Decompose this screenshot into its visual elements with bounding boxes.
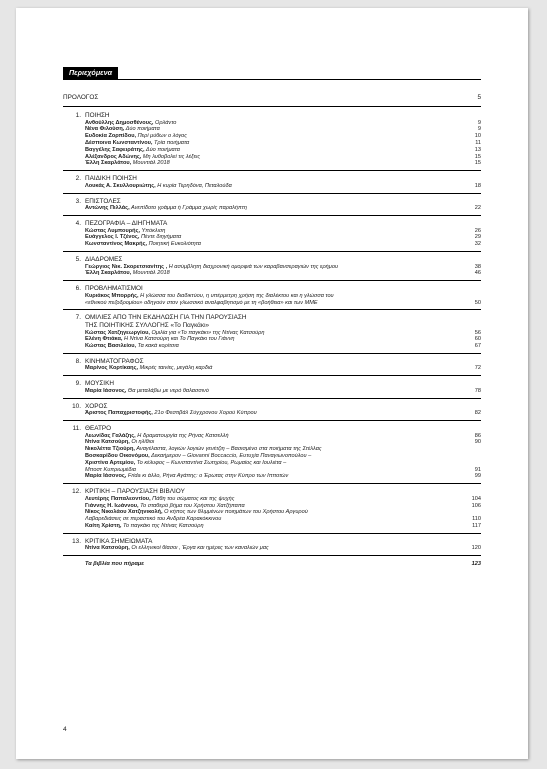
entry-author: Λουκάς Α. Σκυλλουριώτης,: [85, 182, 156, 189]
entry-page: 9: [477, 126, 481, 133]
entry-work: «εθνικού πεζοδρομίου» οδηγούν στον γλωσσικό αναλφαβητισμό με τη «βοήθεια» και των ΜΜΕ: [85, 299, 318, 306]
entry-work: Λαβαρεδιάσεις σε περαστικό του Ανδρέα Καρακόκκινου: [85, 516, 222, 523]
toc-entry[interactable]: [63, 160, 481, 167]
toc-section: [63, 314, 481, 354]
entry-author: Ευάγγελος Ι. Τζένος,: [85, 234, 140, 241]
toc-entry[interactable]: [63, 133, 481, 140]
entry-page: 67: [474, 343, 481, 350]
section-title: ΕΠΙΣΤΟΛΕΣ: [85, 197, 121, 205]
toc-entry[interactable]: [63, 241, 481, 248]
section-number: 8.: [75, 357, 81, 365]
entry-work: Ορλάντο: [153, 119, 177, 126]
section-title: ΧΟΡΟΣ: [85, 402, 108, 410]
section-number: 7.: [75, 314, 81, 322]
entry-work: Μουντιάλ 2018: [131, 160, 170, 167]
toc-header: [63, 67, 481, 80]
entry-author: Ανθούλλης Δημοσθένους,: [85, 119, 154, 126]
section-title: ΠΑΙΔΙΚΗ ΠΟΙΗΣΗ: [85, 175, 137, 183]
toc-entry[interactable]: [63, 473, 481, 480]
entry-author: Βοσκαρίδου Οικονόμου,: [85, 453, 150, 460]
entry-author: Μαρία Ιάσονος,: [85, 387, 127, 394]
entry-text: [85, 330, 461, 337]
toc-entry[interactable]: [63, 330, 481, 337]
entry-text: [85, 388, 461, 395]
toc-entry[interactable]: [63, 467, 481, 474]
entry-work: Ομιλία για «Το παγκάκι» της Ντίνας Κατσούρη: [149, 329, 265, 336]
toc-entry[interactable]: [63, 509, 481, 516]
section-heading[interactable]: [63, 256, 481, 264]
toc-section: [63, 112, 481, 171]
entry-author: Ντίνα Κατσούρη,: [85, 545, 130, 552]
toc-entry[interactable]: [63, 120, 481, 127]
closing-line[interactable]: [63, 560, 481, 568]
section-title: ΠΡΟΒΛΗΜΑΤΙΣΜΟΙ: [85, 285, 143, 293]
entry-page: 56: [474, 329, 481, 336]
section-heading[interactable]: [63, 403, 481, 411]
entry-text: [85, 241, 461, 248]
entry-author: Δέσποινα Κωνσταντίνου,: [85, 139, 153, 146]
entry-author: Νικολέττα Τζιούρη,: [85, 446, 135, 453]
entry-page: 15: [474, 153, 481, 160]
toc-entry[interactable]: [63, 523, 481, 530]
entry-work: Περί μύθων ο λόγος: [136, 133, 187, 140]
entry-page: 15: [474, 160, 481, 167]
entry-text: [85, 473, 461, 480]
prologue-page: 5: [477, 94, 481, 101]
entry-work: Δύο ποιήματα: [144, 146, 180, 153]
entry-author: Ελένη Φτιάκα,: [85, 336, 123, 343]
entry-work: 21ο Φεστιβάλ Σύγχρονου Χορού Κύπρου: [152, 410, 257, 417]
entry-work: Μικρές ταινίες, μεγάλη καρδιά: [138, 365, 213, 372]
section-heading[interactable]: [63, 175, 481, 183]
entry-author: Κώστας Βασιλείου,: [85, 343, 137, 350]
entry-text: [85, 516, 461, 523]
entry-page: 13: [474, 146, 481, 153]
entry-author: Έλλη Σκαρλάτου,: [85, 270, 132, 277]
entry-text: [85, 410, 461, 417]
toc-entry[interactable]: [63, 126, 481, 133]
entry-work: Τρία ποιήματα: [152, 139, 190, 146]
entry-page: 99: [474, 473, 481, 480]
toc-entry[interactable]: [63, 140, 481, 147]
toc-section: [63, 220, 481, 252]
entry-page: 32: [474, 241, 481, 248]
entry-author: Ντίνα Κατσούρη,: [85, 439, 130, 446]
entry-text: [85, 293, 461, 300]
entry-text: [85, 234, 461, 241]
toc-entry[interactable]: [63, 300, 481, 307]
toc-entry[interactable]: [63, 154, 481, 161]
toc-section: [63, 425, 481, 484]
toc-section: [63, 256, 481, 281]
toc-entry[interactable]: [63, 446, 481, 453]
section-title: ΟΜΙΛΙΕΣ ΑΠΟ ΤΗΝ ΕΚΔΗΛΩΣΗ ΓΙΑ ΤΗΝ ΠΑΡΟΥΣΙΑΣΗ: [85, 314, 247, 322]
entry-page: 104: [471, 495, 481, 502]
entry-author: Καίτη Χρίστη,: [85, 523, 122, 530]
toc-entry[interactable]: [63, 264, 481, 271]
entry-text: [85, 467, 461, 474]
prologue-label: ΠΡΟΛΟΓΟΣ: [63, 94, 99, 101]
section-heading[interactable]: [63, 380, 481, 388]
entry-page: 9: [477, 119, 481, 126]
entry-page: 50: [474, 299, 481, 306]
section-title: ΜΟΥΣΙΚΗ: [85, 380, 114, 388]
section-number: 11.: [72, 425, 81, 433]
section-heading[interactable]: [63, 314, 481, 322]
section-number: 12.: [72, 488, 81, 496]
entry-author: Ευδοκία Ζορπίδου,: [85, 133, 137, 140]
section-number: 13.: [72, 537, 81, 545]
entry-work: Μη λυθοβολεί τις λέξεις: [141, 153, 201, 160]
entry-text: [85, 126, 461, 133]
section-number: 5.: [75, 255, 81, 263]
entry-author: Μαρία Ιάσονος,: [85, 473, 127, 480]
section-title: ΠΟΙΗΣΗ: [85, 112, 110, 119]
entry-page: 106: [471, 502, 481, 509]
entry-author: Κωνσταντίνος Μακρής,: [85, 241, 148, 248]
entry-text: [85, 270, 461, 277]
entry-work: Το κέλυφος – Κωνσταντίνα Σωτηρίου, Ρωμαίος και Ιουλιέτα –: [135, 459, 287, 466]
section-title: ΚΙΝΗΜΑΤΟΓΡΑΦΟΣ: [85, 357, 144, 365]
entry-work: Το παγκάκι της Ντίνας Κατσούρη: [121, 523, 204, 530]
toc-entry[interactable]: [63, 228, 481, 235]
entry-page: [461, 453, 481, 460]
section-heading[interactable]: [63, 425, 481, 433]
divider: [63, 106, 481, 107]
toc-title: Περιεχόμενα: [63, 67, 118, 79]
entry-page: 90: [474, 439, 481, 446]
entry-text: [85, 336, 461, 343]
closing-page: 123: [471, 561, 481, 568]
entry-text: [85, 503, 461, 510]
document-page: [16, 8, 528, 759]
entry-page: 18: [474, 182, 481, 189]
entry-work: Δύο ποιήματα: [124, 126, 160, 133]
entry-work: Υπόκλιση: [140, 227, 166, 234]
toc-entry[interactable]: [63, 545, 481, 552]
entry-author: Μαρίνος Κορτίκαης,: [85, 365, 139, 372]
toc-entry[interactable]: [63, 270, 481, 277]
entry-page: 78: [474, 387, 481, 394]
toc-section: [63, 175, 481, 193]
entry-text: [85, 264, 461, 271]
section-number: 4.: [75, 219, 81, 227]
entry-work: Τα κακά κορίτσια: [136, 343, 179, 350]
entry-text: [85, 228, 461, 235]
entry-work: Πάθη του σώματος και της ψυχής: [150, 495, 235, 502]
entry-text: [85, 300, 461, 307]
toc-entry[interactable]: [63, 433, 481, 440]
entry-work: Θα μεταλάβω με νερό θαλασσινό: [126, 387, 209, 394]
section-title: ΚΡΙΤΙΚΗ – ΠΑΡΟΥΣΙΑΣΗ ΒΙΒΛΙΟΥ: [85, 488, 185, 496]
toc-entry[interactable]: [63, 503, 481, 510]
toc-entry[interactable]: [63, 365, 481, 372]
closing-label: Τα βιβλία που πήραμε: [85, 561, 144, 568]
entry-text: [85, 133, 461, 140]
section-heading[interactable]: [63, 285, 481, 293]
toc-section: [63, 403, 481, 421]
entry-author: Κυριάκος Μπορρής,: [85, 292, 139, 299]
entry-author: Λευτέρης Παπαλεοντίου,: [85, 495, 151, 502]
toc-entry[interactable]: [63, 496, 481, 503]
toc-section: [63, 538, 481, 556]
section-heading[interactable]: [63, 198, 481, 206]
toc-section: [63, 285, 481, 310]
toc-entry[interactable]: [63, 410, 481, 417]
entry-page: [461, 293, 481, 300]
section-title: ΔΙΑΔΡΟΜΕΣ: [85, 255, 123, 263]
entry-page: 117: [472, 523, 481, 530]
toc-entry[interactable]: [63, 293, 481, 300]
entry-author: Νίκος Νικολάου Χατζηνικολή,: [85, 509, 163, 516]
section-title: ΚΡΙΤΙΚΑ ΣΗΜΕΙΩΜΑΤΑ: [85, 537, 153, 545]
entry-work: Η Ντίνα Κατσούρη και Το Παγκάκι του Γιάννη: [122, 336, 235, 343]
entry-work: Η ασύμβλητη διαχρονική ομορφιά των καραβανσεραγιών της ερήμου: [167, 263, 339, 270]
toc-entry[interactable]: [63, 205, 481, 212]
entry-work: Frida κι άλλο, Ρήνα Αγάπης: ο Έρωτας στην Κύπρο των Ιπποτών: [126, 473, 289, 480]
toc-section: [63, 380, 481, 398]
entry-page: 26: [474, 227, 481, 234]
toc-entry[interactable]: [63, 147, 481, 154]
toc-entry[interactable]: [63, 183, 481, 190]
entry-page: 91: [474, 466, 481, 473]
entry-author: Νένα Φιλούση,: [85, 126, 125, 133]
section-heading[interactable]: [63, 358, 481, 366]
entry-author: Κώστας Χατζηγεωργίου,: [85, 329, 150, 336]
entry-author: Κώστας Λυμπουρής,: [85, 227, 141, 234]
entry-page: 38: [474, 263, 481, 270]
toc-section: [63, 358, 481, 376]
entry-work: Μουντιάλ 2018: [131, 270, 170, 277]
entry-text: [85, 183, 461, 190]
entry-text: [85, 496, 461, 503]
section-heading-continued: [63, 322, 481, 330]
toc-entry[interactable]: [63, 234, 481, 241]
entry-author: Αλέξανδρος Αδώνης,: [85, 153, 142, 160]
entry-author: Αντώνης Πιλλάς,: [85, 205, 130, 212]
toc-entry[interactable]: [63, 516, 481, 523]
entry-page: 72: [474, 365, 481, 372]
entry-text: [85, 140, 461, 147]
section-title: ΘΕΑΤΡΟ: [85, 425, 112, 433]
entry-work: Μποστ Κυπριωμέδια: [85, 466, 136, 473]
entry-text: [85, 147, 461, 154]
entry-author: Γεώργιος Νικ. Σκορετσιανίτης ,: [85, 263, 168, 270]
entry-page: 46: [474, 270, 481, 277]
entry-author: Βαγγέλης Σαφειράτης,: [85, 146, 145, 153]
entry-work: Οι ηλίθιοι: [129, 439, 155, 446]
entry-work: Το σταθερό βήμα του Χρήστου Χατζήπαπα: [138, 502, 245, 509]
entry-text: [85, 453, 461, 460]
entry-work: Ανεπίδοτο γράμμα ή Γράμμα χωρίς παραλήπτη: [129, 205, 247, 212]
toc-entry[interactable]: [63, 388, 481, 395]
section-number: 9.: [75, 380, 81, 388]
entry-text: [85, 205, 461, 212]
toc-entry[interactable]: [63, 439, 481, 446]
section-heading[interactable]: [63, 538, 481, 546]
entry-work: Αναγέλαστα, λογιών λογιών γενέτζιη – Βασισμένο στα ποιήματα της Στέλλας: [134, 446, 322, 453]
entry-work: Η κυρία Τερηδόνα, Πεταλούδα: [155, 182, 232, 189]
toc-entry[interactable]: [63, 460, 481, 467]
entry-text: [85, 509, 461, 516]
section-number: 6.: [75, 285, 81, 293]
section-title-line2: ΤΗΣ ΠΟΙΗΤΙΚΗΣ ΣΥΛΛΟΓΗΣ «Το Παγκάκι»: [85, 321, 210, 329]
section-number-spacer: [63, 322, 85, 330]
section-number: 1.: [75, 112, 81, 119]
entry-work: Πέντε διηγήματα: [139, 234, 182, 241]
section-title: ΠΕΖΟΓΡΑΦΙΑ – ΔΙΗΓΗΜΑΤΑ: [85, 219, 168, 227]
toc-section: [63, 488, 481, 534]
entry-text: [85, 460, 461, 467]
section-heading[interactable]: [63, 112, 481, 120]
entry-text: [85, 433, 461, 440]
table-of-contents: [63, 92, 481, 568]
section-heading[interactable]: [63, 220, 481, 228]
entry-author: Λεωνίδας Γαλάζης,: [85, 432, 136, 439]
entry-work: Ο κήπος των θλιμμένων ποιημάτων του Χρήστου Αργυρού: [162, 509, 308, 516]
entry-page: [461, 460, 481, 467]
entry-page: 10: [474, 133, 481, 140]
section-number: 3.: [75, 197, 81, 205]
entry-page: 29: [474, 234, 481, 241]
entry-page: 22: [474, 205, 481, 212]
toc-entry[interactable]: [63, 343, 481, 350]
entry-work: Δεκαήμερον – Giovanni Boccaccio, Ευτυχία Παναγιωνοπούλου –: [149, 453, 312, 460]
toc-entry[interactable]: [63, 453, 481, 460]
toc-section: [63, 198, 481, 216]
section-number: 10.: [72, 402, 81, 410]
entry-text: [85, 120, 461, 127]
entry-text: [85, 154, 461, 161]
entry-text: [85, 523, 461, 530]
entry-text: [85, 545, 461, 552]
entry-work: Ποιητική Ευκολιότητα: [147, 241, 201, 248]
entry-author: Έλλη Σκαρλάτου,: [85, 160, 132, 167]
entry-work: Η γλώσσα του διαδικτύου, η υπέρμετρη χρήση της διαλέκτου και η γλώσσα του: [138, 292, 334, 299]
entry-author: Γιάννης Η. Ιωάννου,: [85, 502, 139, 509]
entry-work: Η δραματουργία της Ρήνας Κατσελλή: [135, 432, 229, 439]
entry-text: [85, 446, 461, 453]
entry-page: [461, 509, 481, 516]
entry-page: 82: [474, 410, 481, 417]
entry-page: 86: [474, 432, 481, 439]
entry-author: Χριστίνα Αρτεμίου,: [85, 459, 136, 466]
prologue-line[interactable]: [63, 92, 481, 104]
entry-page: [461, 446, 481, 453]
sections-list: [63, 112, 481, 556]
entry-work: Οι ελληνικοί θίασοι , Έργα και ημέρες των καναλιών μας: [129, 545, 269, 552]
entry-page: 110: [472, 516, 481, 523]
entry-page: 60: [474, 336, 481, 343]
entry-page: 120: [471, 545, 481, 552]
section-number: 2.: [75, 175, 81, 183]
entry-page: 11: [475, 139, 481, 146]
page-number: 4: [63, 726, 67, 733]
entry-text: [85, 365, 461, 372]
entry-text: [85, 343, 461, 350]
toc-entry[interactable]: [63, 336, 481, 343]
entry-author: Άριστος Παπαχριστοφής,: [85, 410, 153, 417]
section-heading[interactable]: [63, 488, 481, 496]
entry-text: [85, 439, 461, 446]
entry-text: [85, 160, 461, 167]
